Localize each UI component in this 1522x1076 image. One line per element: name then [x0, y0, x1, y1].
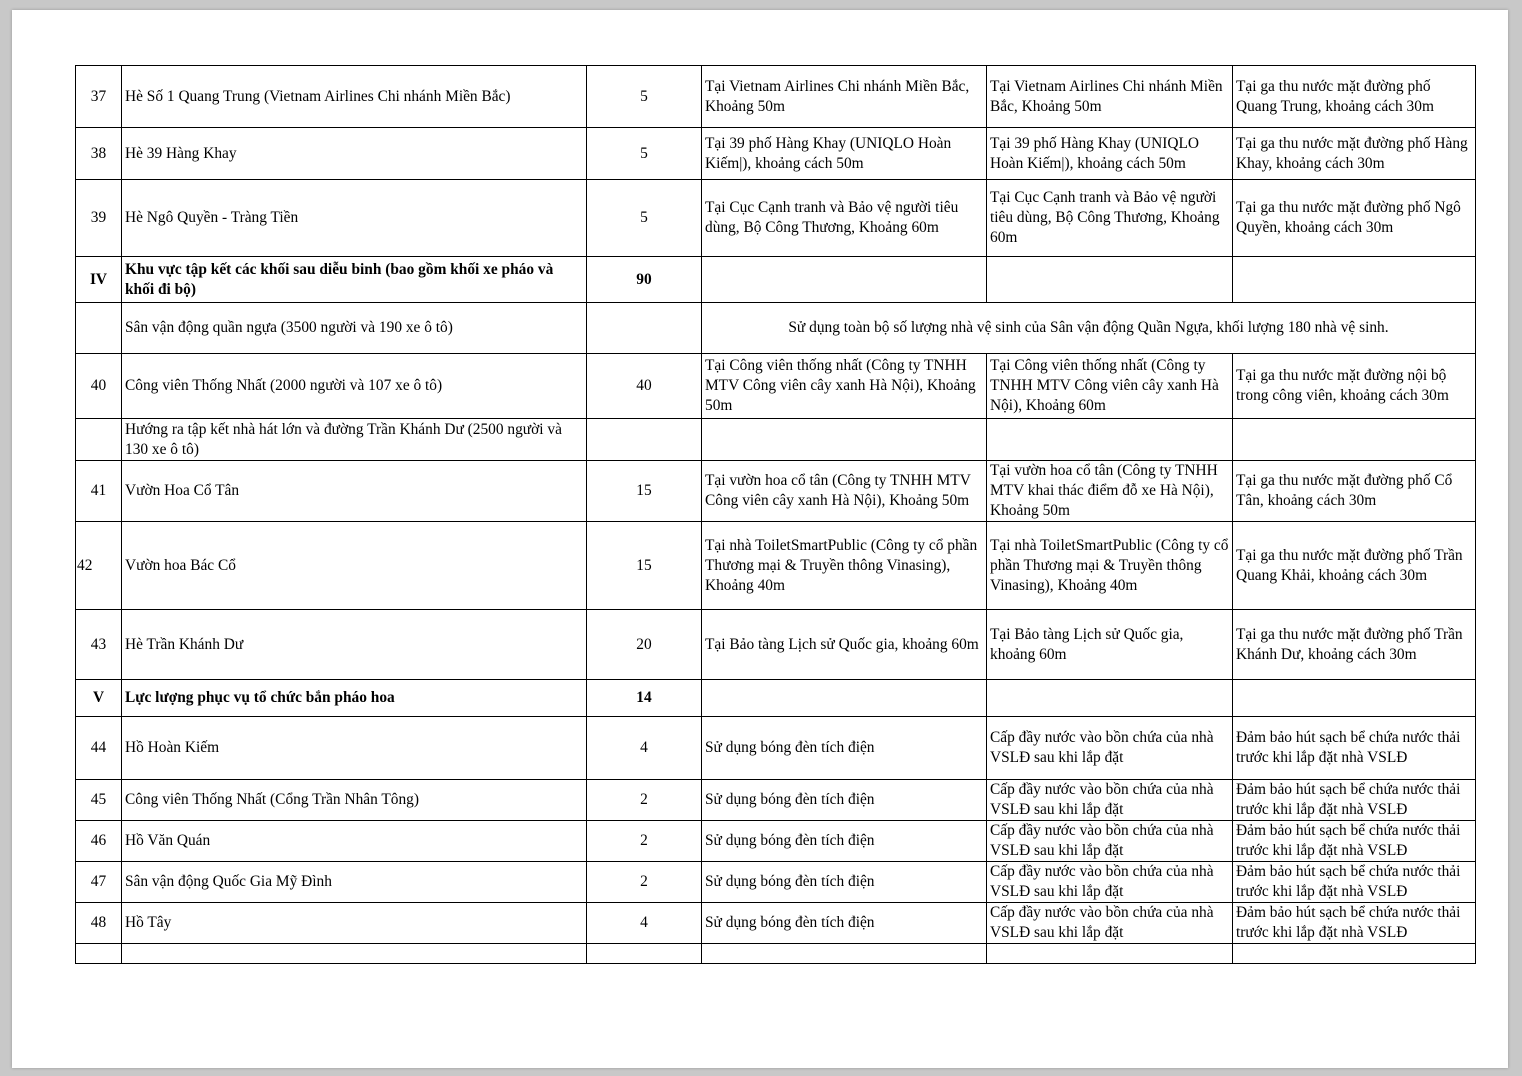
table-row: [76, 610, 1476, 680]
detail-col5: Tại 39 phố Hàng Khay (UNIQLO Hoàn Kiếm|), khoảng cách 50m: [987, 128, 1233, 180]
section-number: V: [76, 680, 122, 717]
table-row: [76, 780, 1476, 821]
detail-col4: [702, 944, 987, 964]
detail-col6: Đảm bảo hút sạch bể chứa nước thải trước khi lắp đặt nhà VSLĐ: [1233, 780, 1476, 821]
row-number: 37: [76, 66, 122, 128]
location-name: Hồ Hoàn Kiếm: [122, 717, 587, 780]
detail-col5: Tại Cục Cạnh tranh và Bảo vệ người tiêu dùng, Bộ Công Thương, Khoảng 60m: [987, 180, 1233, 257]
detail-col4: Sử dụng bóng đèn tích điện: [702, 821, 987, 862]
detail-col5: Cấp đầy nước vào bồn chứa của nhà VSLĐ sau khi lắp đặt: [987, 903, 1233, 944]
section-title: Lực lượng phục vụ tổ chức bắn pháo hoa: [122, 680, 587, 717]
location-name: Hồ Tây: [122, 903, 587, 944]
table-row: [76, 461, 1476, 522]
detail-col5: Cấp đầy nước vào bồn chứa của nhà VSLĐ sau khi lắp đặt: [987, 780, 1233, 821]
quantity: 15: [587, 461, 702, 522]
section-title: Khu vực tập kết các khối sau diễu binh (bao gồm khối xe pháo và khối đi bộ): [122, 257, 587, 303]
row-number: 44: [76, 717, 122, 780]
detail-col5: Tại vườn hoa cổ tân (Công ty TNHH MTV khai thác điểm đỗ xe Hà Nội), Khoảng 50m: [987, 461, 1233, 522]
quantity: 40: [587, 354, 702, 419]
detail-col6: Tại ga thu nước mặt đường nội bộ trong công viên, khoảng cách 30m: [1233, 354, 1476, 419]
row-number: [76, 303, 122, 354]
detail-col4: [702, 680, 987, 717]
location-name: Công viên Thống Nhất (2000 người và 107 xe ô tô): [122, 354, 587, 419]
detail-col4: Sử dụng bóng đèn tích điện: [702, 862, 987, 903]
quantity: 5: [587, 128, 702, 180]
row-number: 41: [76, 461, 122, 522]
empty-row: [76, 944, 1476, 964]
detail-col6: Tại ga thu nước mặt đường phố Quang Trung, khoảng cách 30m: [1233, 66, 1476, 128]
detail-col4: Sử dụng bóng đèn tích điện: [702, 780, 987, 821]
detail-col6: [1233, 257, 1476, 303]
location-name: Hồ Văn Quán: [122, 821, 587, 862]
row-number: 38: [76, 128, 122, 180]
detail-col5: [987, 680, 1233, 717]
detail-col6: [1233, 944, 1476, 964]
data-table: [75, 65, 1476, 964]
quantity: 2: [587, 862, 702, 903]
table-row: [76, 862, 1476, 903]
row-number: 42: [76, 522, 122, 610]
location-name: Hè Ngô Quyền - Tràng Tiền: [122, 180, 587, 257]
location-name: [122, 944, 587, 964]
detail-col4: Tại nhà ToiletSmartPublic (Công ty cổ phần Thương mại & Truyền thông Vinasing), Khoảng 40m: [702, 522, 987, 610]
quantity: [587, 944, 702, 964]
table-row: [76, 354, 1476, 419]
quantity: [587, 303, 702, 354]
detail-col5: Cấp đầy nước vào bồn chứa của nhà VSLĐ sau khi lắp đặt: [987, 821, 1233, 862]
location-name: Vườn hoa Bác Cổ: [122, 522, 587, 610]
detail-col5: Tại Vietnam Airlines Chi nhánh Miền Bắc, Khoảng 50m: [987, 66, 1233, 128]
detail-col5: Cấp đầy nước vào bồn chứa của nhà VSLĐ sau khi lắp đặt: [987, 862, 1233, 903]
detail-col5: Tại Bảo tàng Lịch sử Quốc gia, khoảng 60m: [987, 610, 1233, 680]
detail-col6: Tại ga thu nước mặt đường phố Cổ Tân, khoảng cách 30m: [1233, 461, 1476, 522]
merged-note: Sử dụng toàn bộ số lượng nhà vệ sinh của Sân vận động Quần Ngựa, khối lượng 180 nhà vệ sinh.: [702, 303, 1476, 354]
detail-col6: [1233, 419, 1476, 461]
detail-col6: Tại ga thu nước mặt đường phố Ngô Quyền, khoảng cách 30m: [1233, 180, 1476, 257]
quantity: [587, 419, 702, 461]
document-page: [12, 10, 1508, 1068]
section-row: [76, 680, 1476, 717]
quantity: 4: [587, 903, 702, 944]
quantity: 4: [587, 717, 702, 780]
detail-col4: Tại Cục Cạnh tranh và Bảo vệ người tiêu dùng, Bộ Công Thương, Khoảng 60m: [702, 180, 987, 257]
location-name: Sân vận động quần ngựa (3500 người và 190 xe ô tô): [122, 303, 587, 354]
detail-col6: Đảm bảo hút sạch bể chứa nước thải trước khi lắp đặt nhà VSLĐ: [1233, 717, 1476, 780]
quantity: 2: [587, 821, 702, 862]
detail-col4: Sử dụng bóng đèn tích điện: [702, 903, 987, 944]
detail-col5: [987, 257, 1233, 303]
detail-col4: Tại vườn hoa cổ tân (Công ty TNHH MTV Công viên cây xanh Hà Nội), Khoảng 50m: [702, 461, 987, 522]
table-row: [76, 903, 1476, 944]
table-row: [76, 128, 1476, 180]
section-row: [76, 257, 1476, 303]
detail-col5: Cấp đầy nước vào bồn chứa của nhà VSLĐ sau khi lắp đặt: [987, 717, 1233, 780]
detail-col5: [987, 944, 1233, 964]
table-row: [76, 522, 1476, 610]
detail-col4: [702, 419, 987, 461]
detail-col4: Tại Vietnam Airlines Chi nhánh Miền Bắc, Khoảng 50m: [702, 66, 987, 128]
table-row: [76, 303, 1476, 354]
quantity: 15: [587, 522, 702, 610]
table-row: [76, 717, 1476, 780]
row-number: 48: [76, 903, 122, 944]
detail-col4: Tại Công viên thống nhất (Công ty TNHH MTV Công viên cây xanh Hà Nội), Khoảng 50m: [702, 354, 987, 419]
row-number: [76, 944, 122, 964]
detail-col6: [1233, 680, 1476, 717]
location-name: Sân vận động Quốc Gia Mỹ Đình: [122, 862, 587, 903]
section-quantity: 14: [587, 680, 702, 717]
quantity: 20: [587, 610, 702, 680]
detail-col4: Tại Bảo tàng Lịch sử Quốc gia, khoảng 60m: [702, 610, 987, 680]
detail-col4: Tại 39 phố Hàng Khay (UNIQLO Hoàn Kiếm|), khoảng cách 50m: [702, 128, 987, 180]
detail-col6: Đảm bảo hút sạch bể chứa nước thải trước khi lắp đặt nhà VSLĐ: [1233, 862, 1476, 903]
detail-col6: Tại ga thu nước mặt đường phố Trần Khánh Dư, khoảng cách 30m: [1233, 610, 1476, 680]
location-name: Hướng ra tập kết nhà hát lớn và đường Trần Khánh Dư (2500 người và 130 xe ô tô): [122, 419, 587, 461]
row-number: 47: [76, 862, 122, 903]
row-number: 40: [76, 354, 122, 419]
table-row: [76, 180, 1476, 257]
row-number: 46: [76, 821, 122, 862]
quantity: 2: [587, 780, 702, 821]
detail-col4: Sử dụng bóng đèn tích điện: [702, 717, 987, 780]
table-row: [76, 821, 1476, 862]
location-name: Công viên Thống Nhất (Cổng Trần Nhân Tông): [122, 780, 587, 821]
row-number: 45: [76, 780, 122, 821]
location-name: Hè Trần Khánh Dư: [122, 610, 587, 680]
row-number: [76, 419, 122, 461]
detail-col6: Tại ga thu nước mặt đường phố Hàng Khay, khoảng cách 30m: [1233, 128, 1476, 180]
section-number: IV: [76, 257, 122, 303]
location-name: Hè 39 Hàng Khay: [122, 128, 587, 180]
section-quantity: 90: [587, 257, 702, 303]
table-row: [76, 419, 1476, 461]
detail-col5: [987, 419, 1233, 461]
row-number: 39: [76, 180, 122, 257]
detail-col5: Tại nhà ToiletSmartPublic (Công ty cổ phần Thương mại & Truyền thông Vinasing), Khoảng 40m: [987, 522, 1233, 610]
row-number: 43: [76, 610, 122, 680]
detail-col6: Đảm bảo hút sạch bể chứa nước thải trước khi lắp đặt nhà VSLĐ: [1233, 903, 1476, 944]
table-row: [76, 66, 1476, 128]
quantity: 5: [587, 66, 702, 128]
location-name: Vườn Hoa Cổ Tân: [122, 461, 587, 522]
detail-col6: Đảm bảo hút sạch bể chứa nước thải trước khi lắp đặt nhà VSLĐ: [1233, 821, 1476, 862]
location-name: Hè Số 1 Quang Trung (Vietnam Airlines Chi nhánh Miền Bắc): [122, 66, 587, 128]
detail-col6: Tại ga thu nước mặt đường phố Trần Quang Khải, khoảng cách 30m: [1233, 522, 1476, 610]
detail-col4: [702, 257, 987, 303]
detail-col5: Tại Công viên thống nhất (Công ty TNHH MTV Công viên cây xanh Hà Nội), Khoảng 60m: [987, 354, 1233, 419]
quantity: 5: [587, 180, 702, 257]
